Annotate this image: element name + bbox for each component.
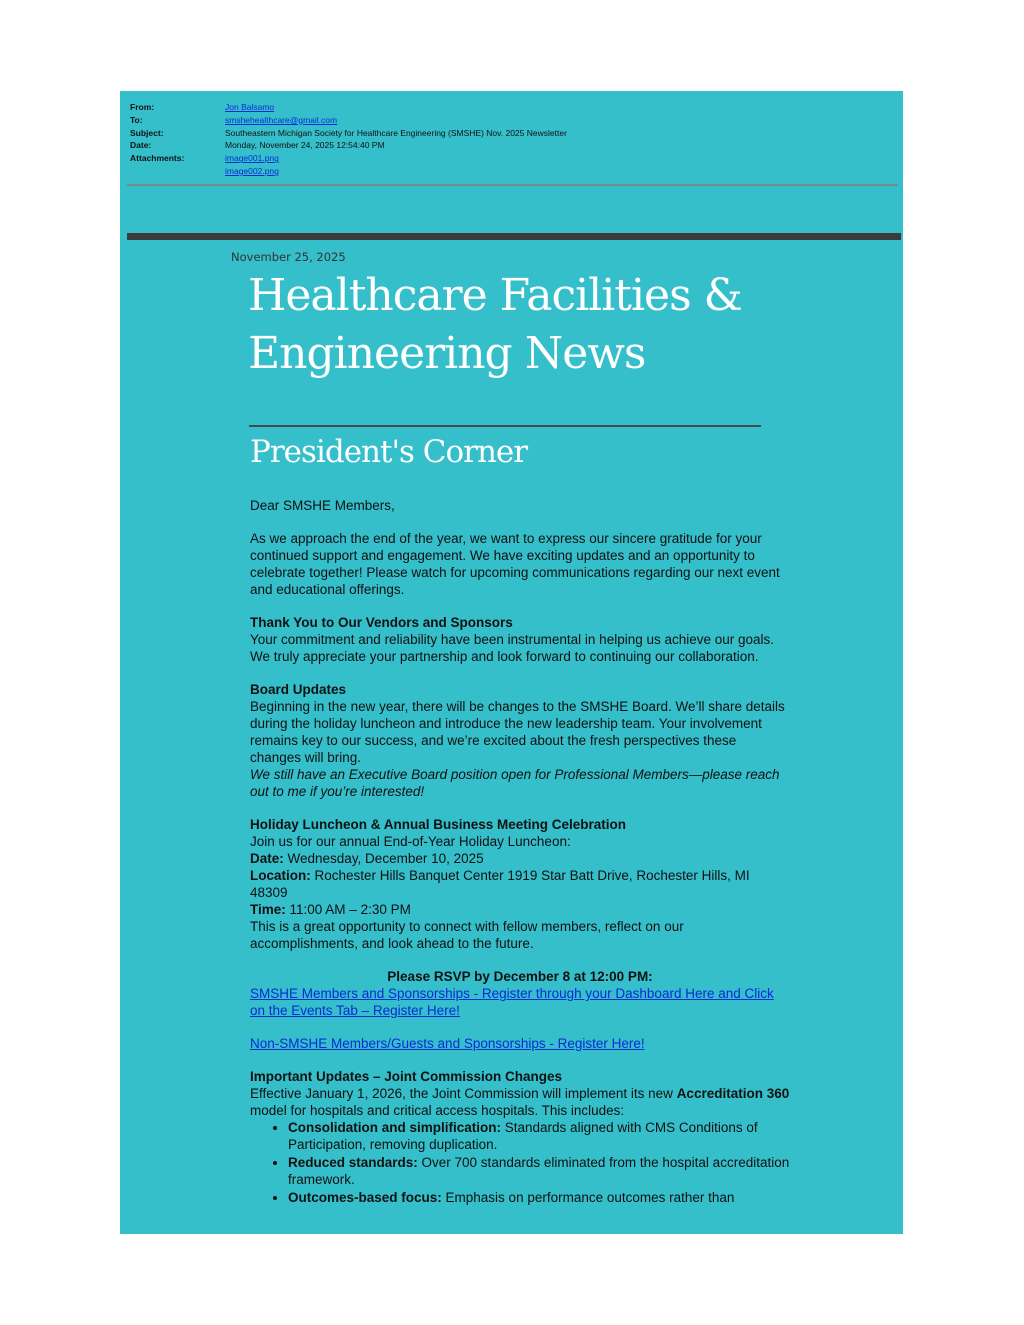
article-body (250, 497, 790, 1207)
date-value: Monday, November 24, 2025 12:54:40 PM (225, 140, 385, 151)
list-item (288, 1154, 790, 1188)
luncheon-heading: Holiday Luncheon & Annual Business Meeting Celebration (250, 817, 627, 832)
jc-intro-bold: Accreditation 360 (676, 1086, 790, 1101)
date-row (130, 139, 567, 152)
jc-item-3-text: Emphasis on performance outcomes rather than (441, 1190, 735, 1205)
luncheon-time-label: Time: (250, 902, 286, 917)
header-separator (127, 184, 898, 186)
attachment-link-1[interactable]: image001.png (225, 153, 279, 164)
subject-value: Southeastern Michigan Society for Healthcare Engineering (SMSHE) Nov. 2025 Newsletter (225, 127, 567, 138)
luncheon-time: 11:00 AM – 2:30 PM (285, 902, 411, 917)
jc-heading: Important Updates – Joint Commission Changes (250, 1069, 563, 1084)
board-body: Beginning in the new year, there will be changes to the SMSHE Board. We’ll share details during the holiday luncheon and introduce the new leadership team. Your involvement remains key to our success, and we’re excited about the fresh perspectives these changes will bring. (250, 699, 785, 765)
section-heading: President's Corner (250, 434, 528, 470)
jc-intro-1: Effective January 1, 2026, the Joint Commission will implement its new (250, 1086, 677, 1101)
attachment-link-2[interactable]: image002.png (225, 165, 279, 176)
thanks-body: Your commitment and reliability have been instrumental in helping us achieve our goals. We truly appreciate your partnership and look forward to continuing our collaboration. (250, 632, 775, 664)
jc-item-3-bold: Outcomes-based focus: (288, 1190, 442, 1205)
luncheon-location: Rochester Hills Banquet Center 1919 Star Batt Drive, Rochester Hills, MI 48309 (250, 868, 750, 900)
list-item (288, 1119, 790, 1153)
title-divider (249, 425, 761, 427)
to-label: To: (130, 114, 143, 125)
thanks-heading: Thank You to Our Vendors and Sponsors (250, 615, 513, 630)
jc-item-1-bold: Consolidation and simplification: (288, 1120, 502, 1135)
luncheon-closing: This is a great opportunity to connect with fellow members, reflect on our accomplishments, and look ahead to the future. (250, 919, 684, 951)
rsvp-members-link[interactable]: SMSHE Members and Sponsorships - Register through your Dashboard Here and Click on the Events Tab – Register Here! (250, 986, 774, 1018)
luncheon-date-label: Date: (250, 851, 284, 866)
from-link[interactable]: Jon Balsamo (225, 102, 275, 112)
attachments-row (130, 152, 567, 178)
to-link[interactable]: smshehealthcare@gmail.com (225, 114, 338, 125)
jc-list (250, 1119, 790, 1206)
intro-paragraph: As we approach the end of the year, we want to express our sincere gratitude for your continued support and engagement. We have exciting updates and an opportunity to celebrate together! Please watch for upcoming communications regarding our next event and educational offerings. (250, 531, 780, 597)
to-row (130, 114, 567, 127)
from-label: From: (130, 102, 155, 112)
title-line-1: Healthcare Facilities & (248, 270, 742, 321)
thanks-section (250, 614, 790, 665)
newsletter-title (248, 267, 742, 383)
luncheon-location-label: Location: (250, 868, 311, 883)
luncheon-date: Wednesday, December 10, 2025 (283, 851, 484, 866)
date-label: Date: (130, 140, 152, 151)
newsletter-date: November 25, 2025 (231, 250, 346, 264)
subject-row (130, 127, 567, 140)
newsletter-panel (120, 91, 903, 1234)
list-item (288, 1189, 790, 1206)
from-row (130, 101, 567, 114)
rsvp-section (250, 968, 790, 1019)
board-heading: Board Updates (250, 682, 347, 697)
board-section (250, 681, 790, 800)
jc-item-1-text: Standards aligned with CMS Conditions of Participation, removing duplication. (288, 1120, 758, 1152)
rsvp-guests-section (250, 1035, 790, 1052)
title-line-2: Engineering News (248, 328, 646, 379)
luncheon-section (250, 816, 790, 952)
attachments-label: Attachments: (130, 153, 185, 164)
jc-item-2-bold: Reduced standards: (288, 1155, 418, 1170)
luncheon-intro: Join us for our annual End-of-Year Holiday Luncheon: (250, 834, 571, 849)
joint-commission-section (250, 1068, 790, 1119)
jc-item-2-text: Over 700 standards eliminated from the hospital accreditation framework. (288, 1155, 790, 1187)
subject-label: Subject: (130, 127, 164, 138)
greeting: Dear SMSHE Members, (250, 498, 395, 513)
email-header (130, 101, 567, 178)
rsvp-heading: Please RSVP by December 8 at 12:00 PM: (387, 969, 653, 984)
rsvp-guests-link[interactable]: Non-SMSHE Members/Guests and Sponsorships - Register Here! (250, 1036, 645, 1051)
board-italic-note: We still have an Executive Board position open for Professional Members—please reach out to me if you’re interested! (250, 767, 780, 799)
jc-intro-2: model for hospitals and critical access hospitals. This includes: (250, 1103, 625, 1118)
newsletter-top-bar (127, 233, 901, 240)
